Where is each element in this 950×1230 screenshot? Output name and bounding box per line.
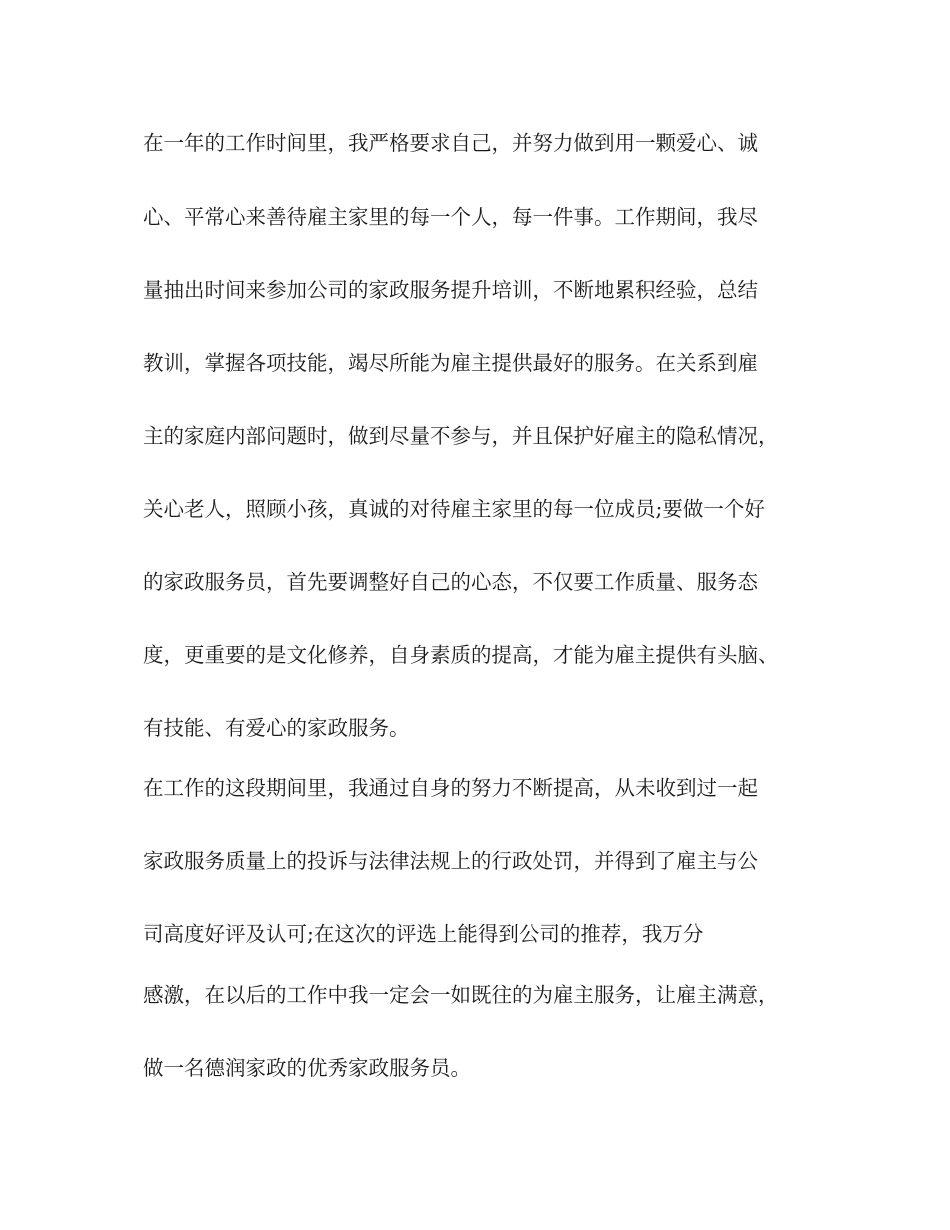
text-line: 司高度好评及认可;在这次的评选上能得到公司的推荐，我万分 bbox=[143, 922, 704, 946]
text-line: 在工作的这段期间里，我通过自身的努力不断提高，从未收到过一起 bbox=[143, 776, 758, 800]
text-line: 关心老人，照顾小孩，真诚的对待雇主家里的每一位成员;要做一个好 bbox=[143, 497, 765, 521]
text-line: 做一名德润家政的优秀家政服务员。 bbox=[143, 1056, 471, 1080]
text-line: 有技能、有爱心的家政服务。 bbox=[143, 716, 410, 740]
text-line: 家政服务质量上的投诉与法律法规上的行政处罚，并得到了雇主与公 bbox=[143, 849, 758, 873]
text-line: 教训，掌握各项技能，竭尽所能为雇主提供最好的服务。在关系到雇 bbox=[143, 351, 758, 375]
text-line: 心、平常心来善待雇主家里的每一个人，每一件事。工作期间，我尽 bbox=[143, 205, 758, 229]
text-line: 量抽出时间来参加公司的家政服务提升培训，不断地累积经验，总结 bbox=[143, 278, 758, 302]
text-line: 主的家庭内部问题时，做到尽量不参与，并且保护好雇主的隐私情况， bbox=[143, 424, 779, 448]
text-line: 的家政服务员，首先要调整好自己的心态，不仅要工作质量、服务态 bbox=[143, 570, 758, 594]
text-line: 感激，在以后的工作中我一定会一如既往的为雇主服务，让雇主满意， bbox=[143, 983, 779, 1007]
text-line: 度，更重要的是文化修养，自身素质的提高，才能为雇主提供有头脑、 bbox=[143, 643, 779, 667]
text-line: 在一年的工作时间里，我严格要求自己，并努力做到用一颗爱心、诚 bbox=[143, 131, 758, 155]
